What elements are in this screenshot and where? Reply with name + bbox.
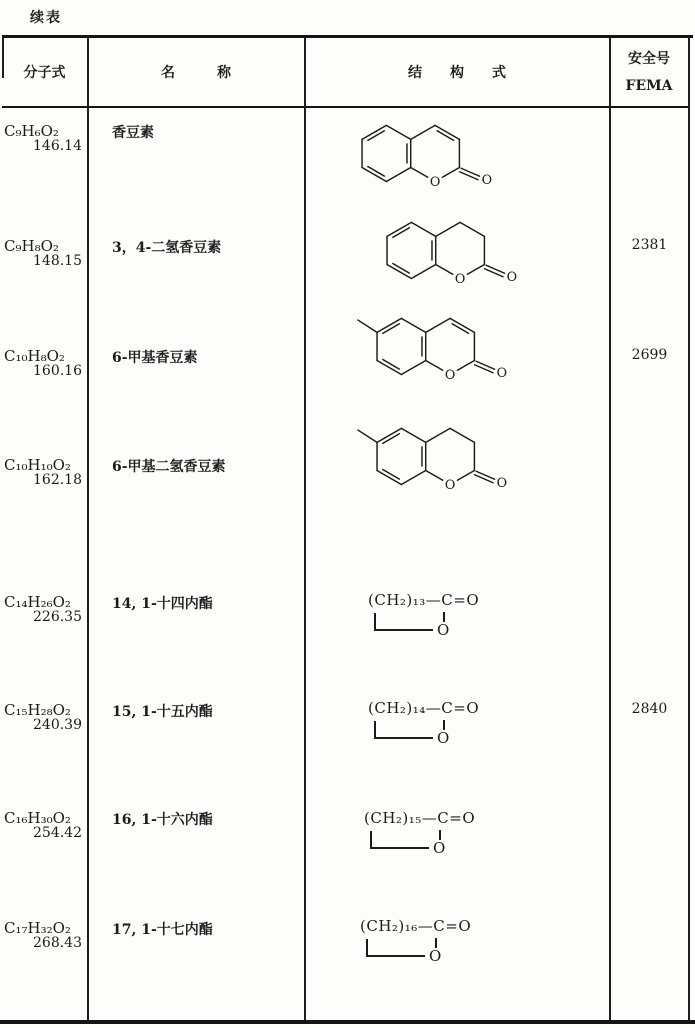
lactone-ring-bottom-bond — [370, 847, 429, 849]
structure-macrolactone-drawing — [364, 809, 514, 867]
column-divider-3 — [609, 38, 611, 1020]
lactone-ring-left-bond — [370, 831, 372, 847]
column-divider-2 — [304, 38, 306, 1020]
lactone-ring-left-bond — [374, 613, 376, 629]
molecular-formula: C₁₄H₂₆O₂ — [4, 593, 71, 611]
header-structural-formula: 结 构 式 — [408, 65, 506, 81]
molecular-formula: C₁₀H₁₀O₂ — [4, 456, 71, 474]
lactone-ring-bottom-bond — [374, 629, 433, 631]
lactone-ring-oxygen-label: O — [437, 621, 450, 639]
lactone-ring-left-bond — [374, 721, 376, 737]
fema-number: 2840 — [631, 701, 668, 717]
structure-coumarin-drawing — [362, 206, 528, 300]
molecular-formula: C₁₇H₃₂O₂ — [4, 919, 71, 937]
svg-text:O: O — [496, 476, 508, 492]
molecular-weight: 254.42 — [33, 825, 82, 841]
molecular-weight: 146.14 — [33, 138, 82, 154]
fema-number: 2699 — [631, 347, 668, 363]
header-safety-number-fema: FEMA — [625, 78, 673, 95]
compound-name: 14, 1-十四内酯 — [112, 596, 213, 612]
lactone-chain-formula: (CH₂)₁₄—C=O — [368, 699, 480, 717]
molecular-weight: 268.43 — [33, 935, 82, 951]
lactone-ring-oxygen-label: O — [429, 947, 442, 965]
molecular-formula: C₉H₈O₂ — [4, 237, 59, 255]
lactone-chain-formula: (CH₂)₁₆—C=O — [360, 917, 472, 935]
lactone-ring-bottom-bond — [366, 955, 425, 957]
molecular-weight: 148.15 — [33, 253, 82, 269]
svg-text:O: O — [506, 270, 518, 286]
header-bottom-rule — [2, 106, 690, 108]
svg-text:O: O — [429, 174, 441, 190]
lactone-ring-oxygen-label: O — [433, 839, 446, 857]
structure-macrolactone-drawing — [368, 591, 518, 649]
compound-name: 香豆素 — [112, 125, 154, 141]
molecular-formula: C₁₆H₃₀O₂ — [4, 809, 71, 827]
fema-number: 2381 — [631, 237, 668, 253]
column-divider-1 — [87, 38, 89, 1020]
table-bottom-rule — [0, 1020, 695, 1024]
molecular-weight: 226.35 — [33, 609, 82, 625]
molecular-formula: C₁₅H₂₈O₂ — [4, 701, 71, 719]
lactone-ring-left-bond — [366, 939, 368, 955]
compound-name: 16, 1-十六内酯 — [112, 812, 213, 828]
table-top-rule — [2, 35, 693, 38]
molecular-formula: C₁₀H₈O₂ — [4, 347, 65, 365]
molecular-weight: 240.39 — [33, 717, 82, 733]
lactone-chain-formula: (CH₂)₁₅—C=O — [364, 809, 476, 827]
svg-text:O: O — [444, 367, 456, 383]
compound-name: 17, 1-十七内酯 — [112, 922, 213, 938]
header-safety-number-cn: 安全号 — [628, 51, 670, 67]
svg-text:O: O — [481, 173, 493, 189]
compound-name: 3，4-二氢香豆素 — [112, 240, 222, 256]
table-continued-caption: 续表 — [30, 10, 62, 26]
compound-name: 6-甲基二氢香豆素 — [112, 459, 226, 475]
molecular-weight: 162.18 — [33, 472, 82, 488]
table-right-border — [688, 38, 690, 1020]
lactone-ring-oxygen-label: O — [437, 729, 450, 747]
header-molecular-formula: 分子式 — [23, 65, 66, 81]
svg-text:O: O — [444, 477, 456, 493]
structure-coumarin-drawing — [352, 412, 518, 506]
compound-name: 6-甲基香豆素 — [112, 350, 198, 366]
molecular-formula: C₉H₆O₂ — [4, 122, 59, 140]
header-compound-name: 名 称 — [161, 65, 231, 81]
svg-text:O: O — [454, 271, 466, 287]
compound-name: 15, 1-十五内酯 — [112, 704, 213, 720]
lactone-ring-bottom-bond — [374, 737, 433, 739]
structure-macrolactone-drawing — [368, 699, 518, 757]
svg-text:O: O — [496, 366, 508, 382]
structure-coumarin-drawing — [352, 302, 518, 396]
structure-macrolactone-drawing — [360, 917, 510, 975]
header-safety-number — [610, 46, 688, 101]
molecular-weight: 160.16 — [33, 363, 82, 379]
structure-coumarin-drawing — [337, 109, 503, 203]
lactone-chain-formula: (CH₂)₁₃—C=O — [368, 591, 480, 609]
